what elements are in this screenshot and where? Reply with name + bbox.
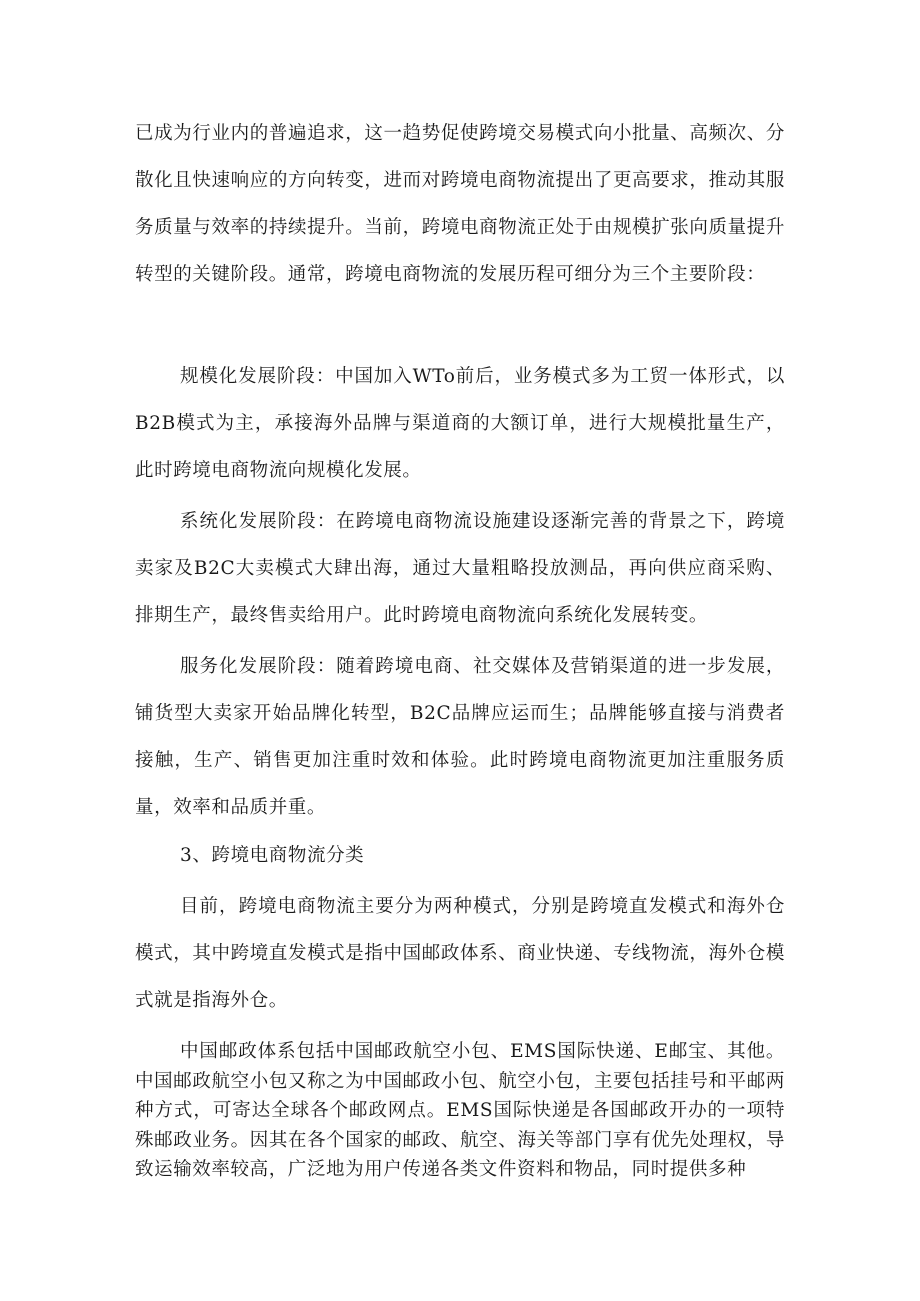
paragraph-china-post-system: 中国邮政体系包括中国邮政航空小包、EMS国际快递、E邮宝、其他。中国邮政航空小包又称之为中国邮政小包、航空小包，主要包括挂号和平邮两种方式，可寄达全球各个邮政网点。EMS国际快递是各国邮政开办的一项特殊邮政业务。因其在各个国家的邮政、航空、海关等部门享有优先处理权，导致运输效率较高，广泛地为用户传递各类文件资料和物品，同时提供多种 — [135, 1041, 785, 1180]
paragraph-system-stage: 系统化发展阶段：在跨境电商物流设施建设逐渐完善的背景之下，跨境卖家及B2C大卖模式大肆出海，通过大量粗略投放测品，再向供应商采购、排期生产，最终售卖给用户。此时跨境电商物流向系统化发展转变。 — [135, 511, 785, 626]
paragraph-scale-stage: 规模化发展阶段：中国加入WTo前后，业务模式多为工贸一体形式，以B2B模式为主，承接海外品牌与渠道商的大额订单，进行大规模批量生产，此时跨境电商物流向规模化发展。 — [135, 366, 785, 481]
paragraph-development-intro: 已成为行业内的普遍追求，这一趋势促使跨境交易模式向小批量、高频次、分散化且快速响应的方向转变，进而对跨境电商物流提出了更高要求，推动其服务质量与效率的持续提升。当前，跨境电商物流正处于由规模扩张向质量提升转型的关键阶段。通常，跨境电商物流的发展历程可细分为三个主要阶段： — [135, 123, 785, 285]
paragraph-logistics-modes: 目前，跨境电商物流主要分为两种模式，分别是跨境直发模式和海外仓模式，其中跨境直发模式是指中国邮政体系、商业快递、专线物流，海外仓模式就是指海外仓。 — [135, 896, 785, 1011]
section-heading-logistics-classification: 3、跨境电商物流分类 — [180, 845, 365, 866]
paragraph-service-stage: 服务化发展阶段：随着跨境电商、社交媒体及营销渠道的进一步发展，铺货型大卖家开始品牌化转型，B2C品牌应运而生；品牌能够直接与消费者接触，生产、销售更加注重时效和体验。此时跨境电商物流更加注重服务质量，效率和品质并重。 — [135, 656, 785, 818]
